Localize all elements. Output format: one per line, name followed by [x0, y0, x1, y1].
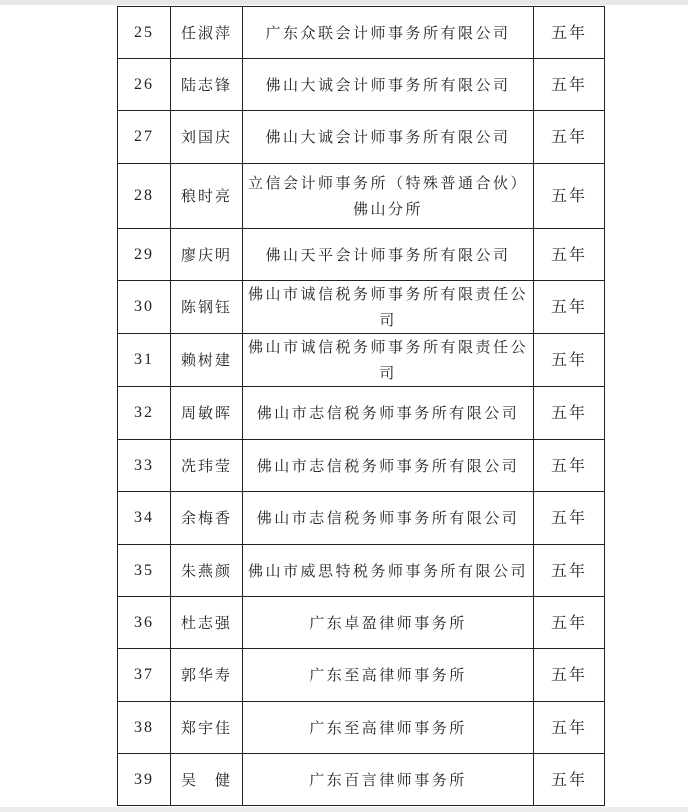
- person-name: 陈钢钰: [171, 281, 243, 334]
- firm-name: 广东众联会计师事务所有限公司: [243, 7, 534, 59]
- firm-name: 立信会计师事务所（特殊普通合伙）佛山分所: [243, 164, 534, 229]
- firm-name: 佛山市威思特税务师事务所有限公司: [243, 545, 534, 597]
- row-number: 37: [118, 649, 171, 702]
- person-name: 陆志锋: [171, 59, 243, 111]
- row-number: 38: [118, 702, 171, 754]
- firm-name: 佛山市诚信税务师事务所有限责任公司: [243, 334, 534, 387]
- term-length: 五年: [534, 7, 605, 59]
- term-length: 五年: [534, 334, 605, 387]
- top-scroll-edge: [0, 0, 688, 5]
- row-number: 27: [118, 111, 171, 164]
- person-name: 廖庆明: [171, 229, 243, 281]
- term-length: 五年: [534, 111, 605, 164]
- person-name: 吴 健: [171, 754, 243, 806]
- person-name: 郑宇佳: [171, 702, 243, 754]
- term-length: 五年: [534, 59, 605, 111]
- table-row: [118, 59, 605, 111]
- term-length: 五年: [534, 702, 605, 754]
- row-number: 30: [118, 281, 171, 334]
- term-length: 五年: [534, 387, 605, 440]
- person-name: 赖树建: [171, 334, 243, 387]
- row-number: 39: [118, 754, 171, 806]
- person-name: 周敏晖: [171, 387, 243, 440]
- row-number: 28: [118, 164, 171, 229]
- term-length: 五年: [534, 492, 605, 545]
- term-length: 五年: [534, 597, 605, 649]
- member-table: [117, 6, 605, 806]
- table-row: [118, 111, 605, 164]
- firm-name: 佛山市诚信税务师事务所有限责任公司: [243, 281, 534, 334]
- row-number: 32: [118, 387, 171, 440]
- term-length: 五年: [534, 754, 605, 806]
- row-number: 31: [118, 334, 171, 387]
- term-length: 五年: [534, 440, 605, 492]
- person-name: 冼玮莹: [171, 440, 243, 492]
- row-number: 26: [118, 59, 171, 111]
- person-name: 朱燕颜: [171, 545, 243, 597]
- firm-name: 佛山大诚会计师事务所有限公司: [243, 59, 534, 111]
- firm-name: 广东至高律师事务所: [243, 649, 534, 702]
- table-row: [118, 334, 605, 387]
- person-name: 杜志强: [171, 597, 243, 649]
- person-name: 余梅香: [171, 492, 243, 545]
- table-row: [118, 545, 605, 597]
- term-length: 五年: [534, 164, 605, 229]
- row-number: 34: [118, 492, 171, 545]
- firm-name: 佛山大诚会计师事务所有限公司: [243, 111, 534, 164]
- firm-name: 佛山天平会计师事务所有限公司: [243, 229, 534, 281]
- person-name: 郭华寿: [171, 649, 243, 702]
- table-row: [118, 649, 605, 702]
- table-row: [118, 281, 605, 334]
- firm-name: 广东至高律师事务所: [243, 702, 534, 754]
- bottom-scroll-edge: [0, 807, 688, 812]
- firm-name: 佛山市志信税务师事务所有限公司: [243, 440, 534, 492]
- firm-name: 佛山市志信税务师事务所有限公司: [243, 492, 534, 545]
- row-number: 36: [118, 597, 171, 649]
- person-name: 稂时亮: [171, 164, 243, 229]
- table-row: [118, 754, 605, 806]
- firm-name: 广东百言律师事务所: [243, 754, 534, 806]
- table-row: [118, 229, 605, 281]
- table-row: [118, 597, 605, 649]
- row-number: 25: [118, 7, 171, 59]
- person-name: 任淑萍: [171, 7, 243, 59]
- table-row: [118, 164, 605, 229]
- table-row: [118, 7, 605, 59]
- firm-name: 佛山市志信税务师事务所有限公司: [243, 387, 534, 440]
- term-length: 五年: [534, 281, 605, 334]
- row-number: 35: [118, 545, 171, 597]
- table-row: [118, 492, 605, 545]
- table-row: [118, 440, 605, 492]
- row-number: 29: [118, 229, 171, 281]
- table-row: [118, 702, 605, 754]
- term-length: 五年: [534, 649, 605, 702]
- firm-name: 广东卓盈律师事务所: [243, 597, 534, 649]
- term-length: 五年: [534, 545, 605, 597]
- table-row: [118, 387, 605, 440]
- term-length: 五年: [534, 229, 605, 281]
- person-name: 刘国庆: [171, 111, 243, 164]
- row-number: 33: [118, 440, 171, 492]
